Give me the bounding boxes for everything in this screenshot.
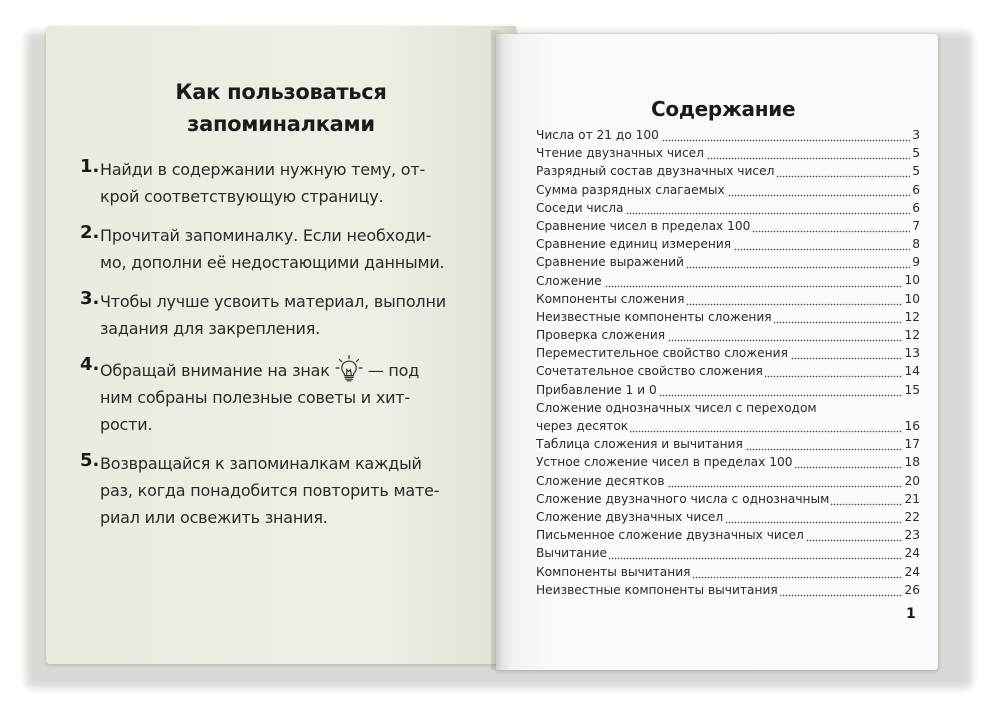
instruction-list xyxy=(80,156,480,543)
toc-entry[interactable] xyxy=(536,235,920,253)
toc-entry-label: Компоненты вычитания xyxy=(536,564,691,579)
toc-entry-label: Таблица сложения и вычитания xyxy=(536,437,743,452)
toc-entry[interactable] xyxy=(536,326,920,344)
toc-entry-label: Устное сложение чисел в пределах 100 xyxy=(536,455,793,470)
toc-entry-page: 20 xyxy=(902,472,920,490)
step-text-before-icon: Обращай внимание на знак xyxy=(100,361,330,380)
toc-entry-page: 8 xyxy=(910,235,920,253)
step-number: 2. xyxy=(80,222,100,243)
toc-entry-page: 16 xyxy=(902,417,920,435)
toc-entry-label: Переместительное свойство сложения xyxy=(536,346,788,361)
toc-entry-label: Неизвестные компоненты сложения xyxy=(536,309,772,324)
toc-entry-label: Разрядный состав двузначных чисел xyxy=(536,164,775,179)
table-of-contents xyxy=(536,126,920,599)
toc-entry-label: Письменное сложение двузначных чисел xyxy=(536,528,804,543)
toc-entry-label: Сумма разрядных слагаемых xyxy=(536,182,725,197)
toc-entry-label: Сложение двузначных чисел xyxy=(536,509,724,524)
toc-entry-page: 9 xyxy=(910,253,920,271)
step-number: 4. xyxy=(80,354,100,375)
step-number: 3. xyxy=(80,288,100,309)
toc-entry-label: Чтение двузначных чисел xyxy=(536,146,704,161)
toc-entry-label: Сложение xyxy=(536,273,602,288)
toc-entry[interactable] xyxy=(536,508,920,526)
toc-entry-label: Компоненты сложения xyxy=(536,291,685,306)
toc-entry-page: 23 xyxy=(902,526,920,544)
toc-entry[interactable] xyxy=(536,381,920,399)
instruction-step-4 xyxy=(80,354,480,438)
step-text-line: рости. xyxy=(100,415,153,434)
toc-entry-page: 14 xyxy=(902,362,920,380)
toc-entry[interactable] xyxy=(536,126,920,144)
toc-entry[interactable] xyxy=(536,308,920,326)
toc-entry[interactable] xyxy=(536,217,920,235)
toc-entry-label: Сравнение единиц измерения xyxy=(536,237,732,252)
step-text-line: Найди в содержании нужную тему, от- xyxy=(100,160,426,179)
instruction-step-3 xyxy=(80,288,480,342)
toc-entry[interactable] xyxy=(536,181,920,199)
toc-entry[interactable] xyxy=(536,526,920,544)
toc-entry-label-line1: Сложение однозначных чисел с переходом xyxy=(536,400,817,415)
toc-entry[interactable] xyxy=(536,144,920,162)
toc-entry-label: Сложение двузначного числа с однозначным xyxy=(536,491,830,506)
toc-entry-page: 26 xyxy=(902,581,920,599)
toc-entry-label: Проверка сложения xyxy=(536,328,666,343)
toc-entry[interactable] xyxy=(536,435,920,453)
toc-entry-label: Сравнение чисел в пределах 100 xyxy=(536,218,751,233)
toc-entry-label: Прибавление 1 и 0 xyxy=(536,382,657,397)
toc-entry-label: Вычитание xyxy=(536,546,608,561)
toc-entry-page: 13 xyxy=(902,344,920,362)
toc-entry-page: 10 xyxy=(902,271,920,289)
toc-entry-page: 5 xyxy=(910,144,920,162)
left-page-title-line1: Как пользоваться xyxy=(175,80,387,104)
toc-entry[interactable] xyxy=(536,272,920,290)
toc-entry[interactable] xyxy=(536,453,920,471)
toc-entry-label: Сравнение выражений xyxy=(536,255,684,270)
toc-entry-page: 21 xyxy=(902,490,920,508)
toc-entry-page: 12 xyxy=(902,326,920,344)
instruction-step-1 xyxy=(80,156,480,210)
toc-entry-label: Сочетательное свойство сложения xyxy=(536,364,763,379)
toc-entry-label: Числа от 21 до 100 xyxy=(536,128,659,142)
toc-title: Содержание xyxy=(651,97,796,121)
toc-entry[interactable] xyxy=(536,563,920,581)
step-text-after-icon: — под xyxy=(367,361,420,380)
step-text-line: риал или освежить знания. xyxy=(100,508,328,527)
toc-entry-page: 10 xyxy=(902,290,920,308)
toc-entry[interactable] xyxy=(536,472,920,490)
step-text-line: Прочитай запоминалку. Если необходи- xyxy=(100,226,432,245)
toc-entry[interactable] xyxy=(536,344,920,362)
toc-entry[interactable] xyxy=(536,544,920,562)
toc-entry[interactable] xyxy=(536,162,920,180)
step-number: 5. xyxy=(80,450,100,471)
toc-entry[interactable] xyxy=(536,490,920,508)
step-text-line: задания для закрепления. xyxy=(100,319,321,338)
step-number: 1. xyxy=(80,156,100,177)
instruction-step-5 xyxy=(80,450,480,531)
toc-entry-page: 6 xyxy=(910,181,920,199)
step-text-line: ним собраны полезные советы и хит- xyxy=(100,388,411,407)
toc-entry-page: 18 xyxy=(902,453,920,471)
step-text-line: крой соответствующую страницу. xyxy=(100,187,384,206)
lightbulb-icon xyxy=(334,354,364,384)
toc-entry-page: 24 xyxy=(902,563,920,581)
toc-entry-page: 17 xyxy=(902,435,920,453)
step-text-line: раз, когда понадобится повторить мате- xyxy=(100,481,440,500)
toc-entry-label xyxy=(536,399,920,435)
toc-entry[interactable] xyxy=(536,581,920,599)
toc-entry-page: 24 xyxy=(902,544,920,562)
step-text-line: мо, дополни её недостающими данными. xyxy=(100,253,445,272)
toc-entry-label-line2: через десяток xyxy=(536,417,630,435)
left-page-title-line2: запоминалками xyxy=(187,112,375,136)
toc-entry-page: 7 xyxy=(910,217,920,235)
toc-entry-page: 15 xyxy=(902,381,920,399)
instruction-step-2 xyxy=(80,222,480,276)
page-number: 1 xyxy=(906,606,916,622)
step-text-line: Возвращайся к запоминалкам каждый xyxy=(100,454,422,473)
toc-entry[interactable] xyxy=(536,199,920,217)
step-text-line: Чтобы лучше усвоить материал, выполни xyxy=(100,292,446,311)
toc-entry[interactable] xyxy=(536,290,920,308)
toc-entry-page: 3 xyxy=(910,126,920,144)
toc-entry-label: Сложение десятков xyxy=(536,473,665,488)
toc-entry[interactable] xyxy=(536,399,920,435)
toc-entry-label: Неизвестные компоненты вычитания xyxy=(536,582,778,597)
toc-entry-page: 6 xyxy=(910,199,920,217)
toc-entry-label: Соседи числа xyxy=(536,200,624,215)
toc-entry-page: 12 xyxy=(902,308,920,326)
toc-entry-page: 22 xyxy=(902,508,920,526)
toc-entry-page: 5 xyxy=(910,162,920,180)
step-text-line xyxy=(100,354,480,384)
toc-entry[interactable] xyxy=(536,253,920,271)
toc-entry[interactable] xyxy=(536,362,920,380)
